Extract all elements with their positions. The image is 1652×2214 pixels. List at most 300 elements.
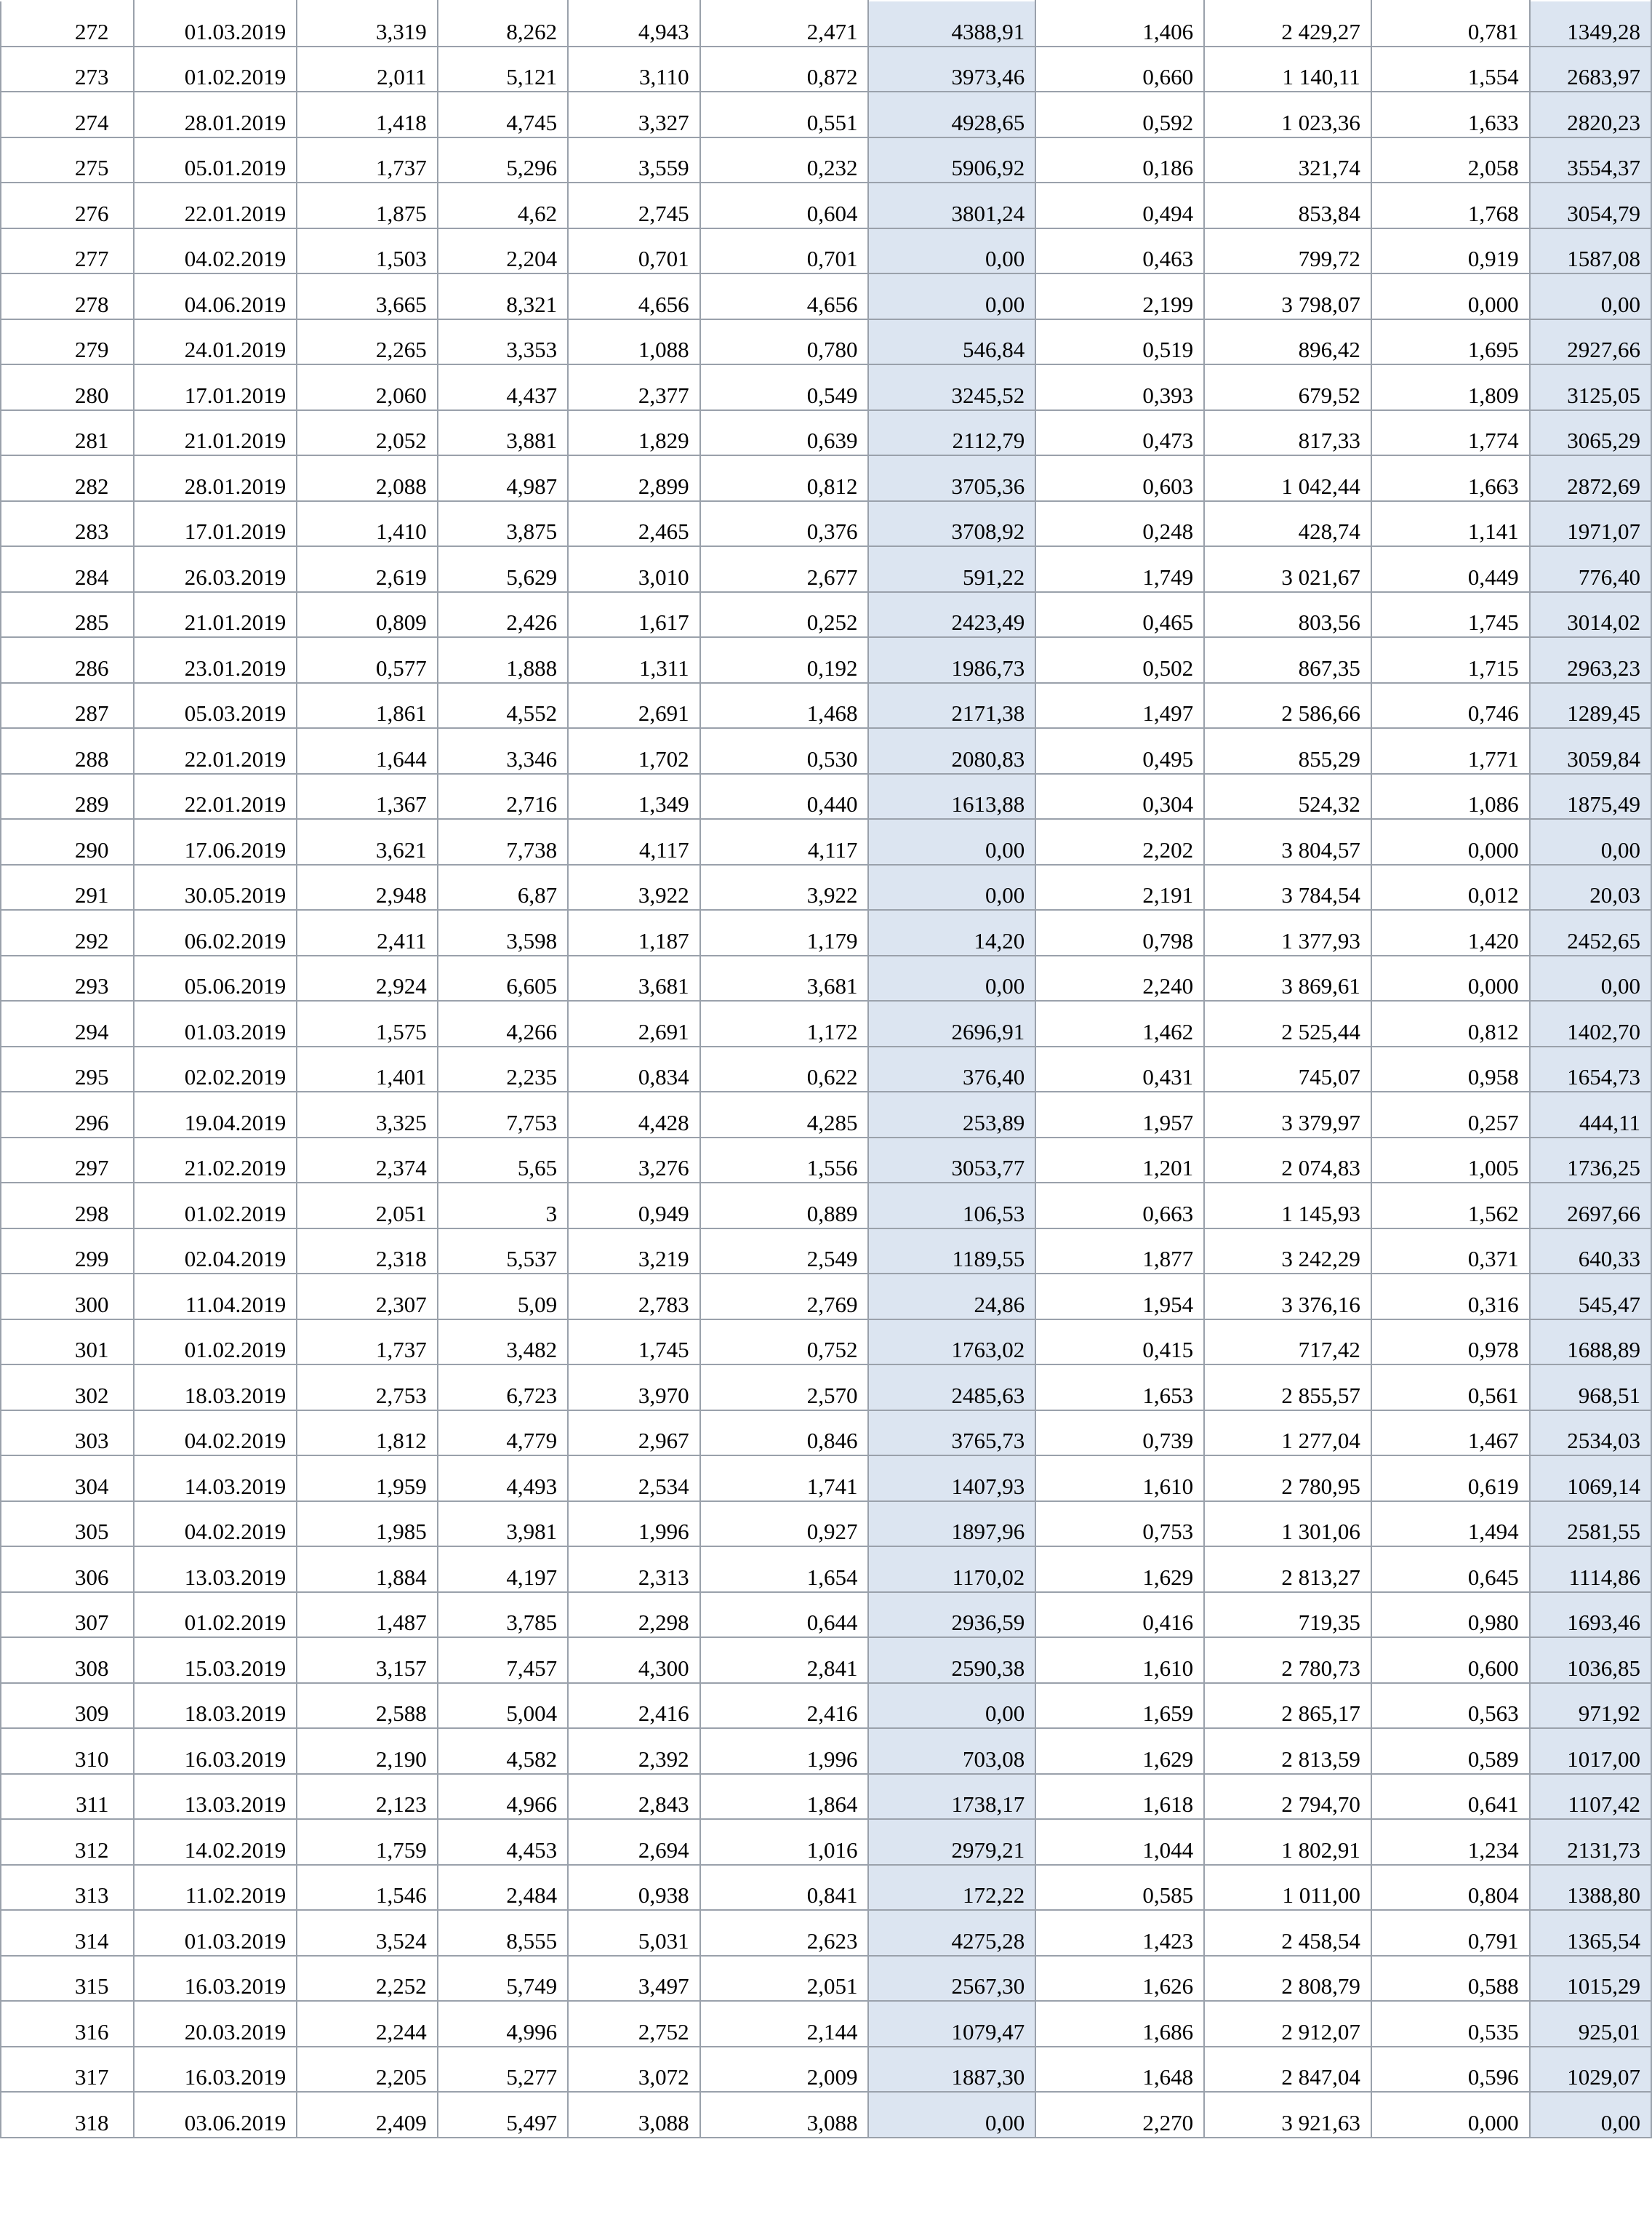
amount-cell: 1887,30 (868, 2047, 1035, 2093)
amount-cell: 2 586,66 (1204, 683, 1371, 729)
amount-cell: 2590,38 (868, 1637, 1035, 1683)
value-cell: 0,791 (1371, 1910, 1530, 1956)
amount-cell: 1897,96 (868, 1501, 1035, 1547)
value-cell: 1,737 (297, 1319, 438, 1365)
value-cell: 4,428 (568, 1092, 699, 1138)
amount-cell: 3 242,29 (1204, 1228, 1371, 1274)
amount-cell: 2112,79 (868, 410, 1035, 456)
table-row (1, 1274, 1651, 1319)
value-cell: 7,457 (438, 1637, 568, 1683)
value-cell: 6,605 (438, 956, 568, 1002)
value-cell: 2,392 (568, 1728, 699, 1774)
amount-cell: 3065,29 (1530, 410, 1651, 456)
value-cell: 1,648 (1035, 2047, 1204, 2093)
table-row (1, 637, 1651, 683)
amount-cell: 1 802,91 (1204, 1819, 1371, 1865)
value-cell: 0,604 (700, 183, 869, 228)
amount-cell: 4388,91 (868, 1, 1035, 47)
amount-cell: 2 780,95 (1204, 1455, 1371, 1501)
value-cell: 0,551 (700, 92, 869, 137)
value-cell: 2,899 (568, 455, 699, 501)
value-cell: 2,313 (568, 1546, 699, 1592)
value-cell: 1,875 (297, 183, 438, 228)
amount-cell: 2 429,27 (1204, 1, 1371, 47)
table-row (1, 2001, 1651, 2047)
date-cell: 05.03.2019 (134, 683, 297, 729)
value-cell: 2,588 (297, 1683, 438, 1729)
value-cell: 1,546 (297, 1865, 438, 1911)
value-cell: 3,875 (438, 501, 568, 547)
value-cell: 0,889 (700, 1183, 869, 1228)
value-cell: 1,487 (297, 1592, 438, 1638)
amount-cell: 3708,92 (868, 501, 1035, 547)
amount-cell: 545,47 (1530, 1274, 1651, 1319)
date-cell: 06.02.2019 (134, 910, 297, 956)
value-cell: 1,005 (1371, 1138, 1530, 1183)
table-row (1, 1455, 1651, 1501)
value-cell: 1,771 (1371, 728, 1530, 774)
date-cell: 21.01.2019 (134, 592, 297, 638)
value-cell: 1,468 (700, 683, 869, 729)
value-cell: 1,745 (568, 1319, 699, 1365)
value-cell: 2,752 (568, 2001, 699, 2047)
value-cell: 2,465 (568, 501, 699, 547)
table-row (1, 1319, 1651, 1365)
amount-cell: 803,56 (1204, 592, 1371, 638)
amount-cell: 3125,05 (1530, 364, 1651, 410)
table-row (1, 774, 1651, 820)
value-cell: 0,804 (1371, 1865, 1530, 1911)
amount-cell: 1 145,93 (1204, 1183, 1371, 1228)
value-cell: 0,958 (1371, 1047, 1530, 1092)
value-cell: 0,927 (700, 1501, 869, 1547)
date-cell: 14.02.2019 (134, 1819, 297, 1865)
value-cell: 2,205 (297, 2047, 438, 2093)
value-cell: 0,980 (1371, 1592, 1530, 1638)
value-cell: 1,462 (1035, 1001, 1204, 1047)
value-cell: 2,235 (438, 1047, 568, 1092)
date-cell: 18.03.2019 (134, 1683, 297, 1729)
amount-cell: 2 865,17 (1204, 1683, 1371, 1729)
amount-cell: 106,53 (868, 1183, 1035, 1228)
value-cell: 1,016 (700, 1819, 869, 1865)
amount-cell: 1736,25 (1530, 1138, 1651, 1183)
value-cell: 2,318 (297, 1228, 438, 1274)
value-cell: 0,248 (1035, 501, 1204, 547)
date-cell: 13.03.2019 (134, 1774, 297, 1820)
value-cell: 3,970 (568, 1364, 699, 1410)
amount-cell: 1875,49 (1530, 774, 1651, 820)
amount-cell: 172,22 (868, 1865, 1035, 1911)
value-cell: 6,723 (438, 1364, 568, 1410)
row-number-cell: 294 (1, 1001, 134, 1047)
value-cell: 2,244 (297, 2001, 438, 2047)
value-cell: 0,780 (700, 319, 869, 365)
value-cell: 1,653 (1035, 1364, 1204, 1410)
value-cell: 0,000 (1371, 956, 1530, 1002)
date-cell: 22.01.2019 (134, 183, 297, 228)
amount-cell: 2 813,27 (1204, 1546, 1371, 1592)
value-cell: 2,948 (297, 865, 438, 911)
amount-cell: 1107,42 (1530, 1774, 1651, 1820)
value-cell: 0,393 (1035, 364, 1204, 410)
row-number-cell: 313 (1, 1865, 134, 1911)
row-number-cell: 318 (1, 2092, 134, 2138)
value-cell: 0,563 (1371, 1683, 1530, 1729)
table-row (1, 1865, 1651, 1911)
table-body (1, 1, 1651, 2138)
table-row (1, 1683, 1651, 1729)
amount-cell: 0,00 (868, 1683, 1035, 1729)
table-row (1, 1501, 1651, 1547)
amount-cell: 679,52 (1204, 364, 1371, 410)
date-cell: 01.03.2019 (134, 1910, 297, 1956)
value-cell: 3,922 (700, 865, 869, 911)
value-cell: 1,562 (1371, 1183, 1530, 1228)
date-cell: 20.03.2019 (134, 2001, 297, 2047)
value-cell: 5,121 (438, 47, 568, 92)
amount-cell: 2 847,04 (1204, 2047, 1371, 2093)
date-cell: 01.02.2019 (134, 1592, 297, 1638)
date-cell: 02.02.2019 (134, 1047, 297, 1092)
value-cell: 2,694 (568, 1819, 699, 1865)
value-cell: 3,327 (568, 92, 699, 137)
table-row (1, 228, 1651, 274)
amount-cell: 1763,02 (868, 1319, 1035, 1365)
value-cell: 0,619 (1371, 1455, 1530, 1501)
value-cell: 2,967 (568, 1410, 699, 1456)
date-cell: 11.04.2019 (134, 1274, 297, 1319)
value-cell: 3,681 (568, 956, 699, 1002)
value-cell: 1,406 (1035, 1, 1204, 47)
value-cell: 1,996 (568, 1501, 699, 1547)
value-cell: 1,086 (1371, 774, 1530, 820)
value-cell: 1,629 (1035, 1728, 1204, 1774)
value-cell: 2,051 (297, 1183, 438, 1228)
row-number-cell: 308 (1, 1637, 134, 1683)
value-cell: 2,623 (700, 1910, 869, 1956)
amount-cell: 1587,08 (1530, 228, 1651, 274)
value-cell: 0,919 (1371, 228, 1530, 274)
value-cell: 0,846 (700, 1410, 869, 1456)
amount-cell: 1654,73 (1530, 1047, 1651, 1092)
value-cell: 0,549 (700, 364, 869, 410)
date-cell: 02.04.2019 (134, 1228, 297, 1274)
amount-cell: 1 377,93 (1204, 910, 1371, 956)
amount-cell: 3801,24 (868, 183, 1035, 228)
value-cell: 5,296 (438, 137, 568, 183)
amount-cell: 0,00 (1530, 819, 1651, 865)
value-cell: 0,781 (1371, 1, 1530, 47)
value-cell: 1,172 (700, 1001, 869, 1047)
value-cell: 1,367 (297, 774, 438, 820)
value-cell: 0,415 (1035, 1319, 1204, 1365)
amount-cell: 376,40 (868, 1047, 1035, 1092)
value-cell: 0,440 (700, 774, 869, 820)
row-number-cell: 306 (1, 1546, 134, 1592)
value-cell: 1,957 (1035, 1092, 1204, 1138)
value-cell: 2,783 (568, 1274, 699, 1319)
value-cell: 2,011 (297, 47, 438, 92)
amount-cell: 3059,84 (1530, 728, 1651, 774)
value-cell: 2,199 (1035, 273, 1204, 319)
value-cell: 2,051 (700, 1956, 869, 2002)
amount-cell: 1 277,04 (1204, 1410, 1371, 1456)
table-row (1, 1774, 1651, 1820)
amount-cell: 20,03 (1530, 865, 1651, 911)
value-cell: 3,325 (297, 1092, 438, 1138)
amount-cell: 524,32 (1204, 774, 1371, 820)
row-number-cell: 312 (1, 1819, 134, 1865)
value-cell: 1,759 (297, 1819, 438, 1865)
amount-cell: 817,33 (1204, 410, 1371, 456)
amount-cell: 971,92 (1530, 1683, 1651, 1729)
amount-cell: 1349,28 (1530, 1, 1651, 47)
amount-cell: 3 798,07 (1204, 273, 1371, 319)
table-row (1, 546, 1651, 592)
amount-cell: 3 021,67 (1204, 546, 1371, 592)
value-cell: 4,437 (438, 364, 568, 410)
value-cell: 1,695 (1371, 319, 1530, 365)
amount-cell: 1036,85 (1530, 1637, 1651, 1683)
value-cell: 0,530 (700, 728, 869, 774)
value-cell: 1,985 (297, 1501, 438, 1547)
value-cell: 0,949 (568, 1183, 699, 1228)
value-cell: 5,65 (438, 1138, 568, 1183)
value-cell: 0,600 (1371, 1637, 1530, 1683)
value-cell: 3,598 (438, 910, 568, 956)
amount-cell: 853,84 (1204, 183, 1371, 228)
table-row (1, 683, 1651, 729)
row-number-cell: 295 (1, 1047, 134, 1092)
date-cell: 26.03.2019 (134, 546, 297, 592)
amount-cell: 3054,79 (1530, 183, 1651, 228)
row-number-cell: 303 (1, 1410, 134, 1456)
table-row (1, 1592, 1651, 1638)
value-cell: 2,409 (297, 2092, 438, 2138)
amount-cell: 2 912,07 (1204, 2001, 1371, 2047)
amount-cell: 2567,30 (868, 1956, 1035, 2002)
table-row (1, 319, 1651, 365)
value-cell: 4,943 (568, 1, 699, 47)
date-cell: 15.03.2019 (134, 1637, 297, 1683)
amount-cell: 3 869,61 (1204, 956, 1371, 1002)
table-row (1, 819, 1651, 865)
value-cell: 0,596 (1371, 2047, 1530, 2093)
amount-cell: 2 808,79 (1204, 1956, 1371, 2002)
value-cell: 0,376 (700, 501, 869, 547)
value-cell: 3,219 (568, 1228, 699, 1274)
amount-cell: 1 023,36 (1204, 92, 1371, 137)
value-cell: 3,524 (297, 1910, 438, 1956)
value-cell: 0,588 (1371, 1956, 1530, 2002)
value-cell: 0,192 (700, 637, 869, 683)
value-cell: 1,663 (1371, 455, 1530, 501)
table-row (1, 1001, 1651, 1047)
table-row (1, 1138, 1651, 1183)
date-cell: 11.02.2019 (134, 1865, 297, 1911)
value-cell: 2,471 (700, 1, 869, 47)
value-cell: 1,423 (1035, 1910, 1204, 1956)
row-number-cell: 309 (1, 1683, 134, 1729)
row-number-cell: 283 (1, 501, 134, 547)
value-cell: 1,554 (1371, 47, 1530, 92)
row-number-cell: 281 (1, 410, 134, 456)
row-number-cell: 307 (1, 1592, 134, 1638)
amount-cell: 0,00 (868, 228, 1035, 274)
amount-cell: 1738,17 (868, 1774, 1035, 1820)
value-cell: 0,739 (1035, 1410, 1204, 1456)
amount-cell: 2963,23 (1530, 637, 1651, 683)
amount-cell: 745,07 (1204, 1047, 1371, 1092)
value-cell: 2,843 (568, 1774, 699, 1820)
value-cell: 1,861 (297, 683, 438, 729)
table-row (1, 2092, 1651, 2138)
row-number-cell: 292 (1, 910, 134, 956)
amount-cell: 0,00 (1530, 273, 1651, 319)
value-cell: 2,691 (568, 683, 699, 729)
date-cell: 24.01.2019 (134, 319, 297, 365)
value-cell: 0,592 (1035, 92, 1204, 137)
table-row (1, 910, 1651, 956)
value-cell: 1,626 (1035, 1956, 1204, 2002)
row-number-cell: 272 (1, 1, 134, 47)
value-cell: 0,622 (700, 1047, 869, 1092)
amount-cell: 0,00 (868, 865, 1035, 911)
value-cell: 0,872 (700, 47, 869, 92)
date-cell: 04.02.2019 (134, 1410, 297, 1456)
date-cell: 16.03.2019 (134, 2047, 297, 2093)
value-cell: 1,715 (1371, 637, 1530, 683)
amount-cell: 1986,73 (868, 637, 1035, 683)
value-cell: 0,577 (297, 637, 438, 683)
date-cell: 17.01.2019 (134, 364, 297, 410)
value-cell: 3,497 (568, 1956, 699, 2002)
table-row (1, 364, 1651, 410)
table-row (1, 1546, 1651, 1592)
table-row (1, 1728, 1651, 1774)
value-cell: 0,000 (1371, 819, 1530, 865)
value-cell: 2,416 (568, 1683, 699, 1729)
amount-cell: 3 921,63 (1204, 2092, 1371, 2138)
date-cell: 17.06.2019 (134, 819, 297, 865)
date-cell: 05.01.2019 (134, 137, 297, 183)
row-number-cell: 315 (1, 1956, 134, 2002)
value-cell: 2,745 (568, 183, 699, 228)
value-cell: 5,749 (438, 1956, 568, 2002)
value-cell: 0,000 (1371, 2092, 1530, 2138)
value-cell: 2,924 (297, 956, 438, 1002)
value-cell: 5,629 (438, 546, 568, 592)
amount-cell: 1017,00 (1530, 1728, 1651, 1774)
amount-cell: 2 074,83 (1204, 1138, 1371, 1183)
date-cell: 28.01.2019 (134, 455, 297, 501)
value-cell: 1,996 (700, 1728, 869, 1774)
value-cell: 2,009 (700, 2047, 869, 2093)
value-cell: 3,088 (700, 2092, 869, 2138)
value-cell: 7,753 (438, 1092, 568, 1138)
value-cell: 7,738 (438, 819, 568, 865)
amount-cell: 968,51 (1530, 1364, 1651, 1410)
value-cell: 0,252 (700, 592, 869, 638)
value-cell: 0,798 (1035, 910, 1204, 956)
value-cell: 4,493 (438, 1455, 568, 1501)
row-number-cell: 302 (1, 1364, 134, 1410)
date-cell: 14.03.2019 (134, 1455, 297, 1501)
amount-cell: 0,00 (868, 956, 1035, 1002)
amount-cell: 2 780,73 (1204, 1637, 1371, 1683)
value-cell: 2,426 (438, 592, 568, 638)
value-cell: 0,316 (1371, 1274, 1530, 1319)
value-cell: 2,088 (297, 455, 438, 501)
value-cell: 3,981 (438, 1501, 568, 1547)
amount-cell: 1289,45 (1530, 683, 1651, 729)
value-cell: 0,812 (700, 455, 869, 501)
amount-cell: 3053,77 (868, 1138, 1035, 1183)
row-number-cell: 287 (1, 683, 134, 729)
value-cell: 2,570 (700, 1364, 869, 1410)
row-number-cell: 305 (1, 1501, 134, 1547)
value-cell: 0,663 (1035, 1183, 1204, 1228)
amount-cell: 2820,23 (1530, 92, 1651, 137)
value-cell: 1,659 (1035, 1683, 1204, 1729)
amount-cell: 1079,47 (868, 2001, 1035, 2047)
date-cell: 22.01.2019 (134, 728, 297, 774)
amount-cell: 855,29 (1204, 728, 1371, 774)
amount-cell: 321,74 (1204, 137, 1371, 183)
table-row (1, 455, 1651, 501)
table-row (1, 410, 1651, 456)
value-cell: 2,484 (438, 1865, 568, 1911)
amount-cell: 0,00 (868, 2092, 1035, 2138)
row-number-cell: 317 (1, 2047, 134, 2093)
table-row (1, 501, 1651, 547)
value-cell: 1,420 (1371, 910, 1530, 956)
row-number-cell: 289 (1, 774, 134, 820)
date-cell: 03.06.2019 (134, 2092, 297, 2138)
value-cell: 2,058 (1371, 137, 1530, 183)
value-cell: 0,603 (1035, 455, 1204, 501)
value-cell: 1,749 (1035, 546, 1204, 592)
value-cell: 3,157 (297, 1637, 438, 1683)
amount-cell: 2 458,54 (1204, 1910, 1371, 1956)
value-cell: 1,618 (1035, 1774, 1204, 1820)
amount-cell: 867,35 (1204, 637, 1371, 683)
value-cell: 5,277 (438, 2047, 568, 2093)
value-cell: 3,276 (568, 1138, 699, 1183)
value-cell: 3,665 (297, 273, 438, 319)
value-cell: 4,266 (438, 1001, 568, 1047)
date-cell: 18.03.2019 (134, 1364, 297, 1410)
row-number-cell: 280 (1, 364, 134, 410)
value-cell: 2,307 (297, 1274, 438, 1319)
date-cell: 04.02.2019 (134, 228, 297, 274)
amount-cell: 1 301,06 (1204, 1501, 1371, 1547)
value-cell: 4,779 (438, 1410, 568, 1456)
value-cell: 0,449 (1371, 546, 1530, 592)
amount-cell: 1388,80 (1530, 1865, 1651, 1911)
amount-cell: 1688,89 (1530, 1319, 1651, 1365)
value-cell: 0,463 (1035, 228, 1204, 274)
amount-cell: 2936,59 (868, 1592, 1035, 1638)
value-cell: 8,321 (438, 273, 568, 319)
value-cell: 1,809 (1371, 364, 1530, 410)
value-cell: 2,265 (297, 319, 438, 365)
amount-cell: 1 011,00 (1204, 1865, 1371, 1911)
value-cell: 0,371 (1371, 1228, 1530, 1274)
amount-cell: 2 525,44 (1204, 1001, 1371, 1047)
value-cell: 3,922 (568, 865, 699, 911)
